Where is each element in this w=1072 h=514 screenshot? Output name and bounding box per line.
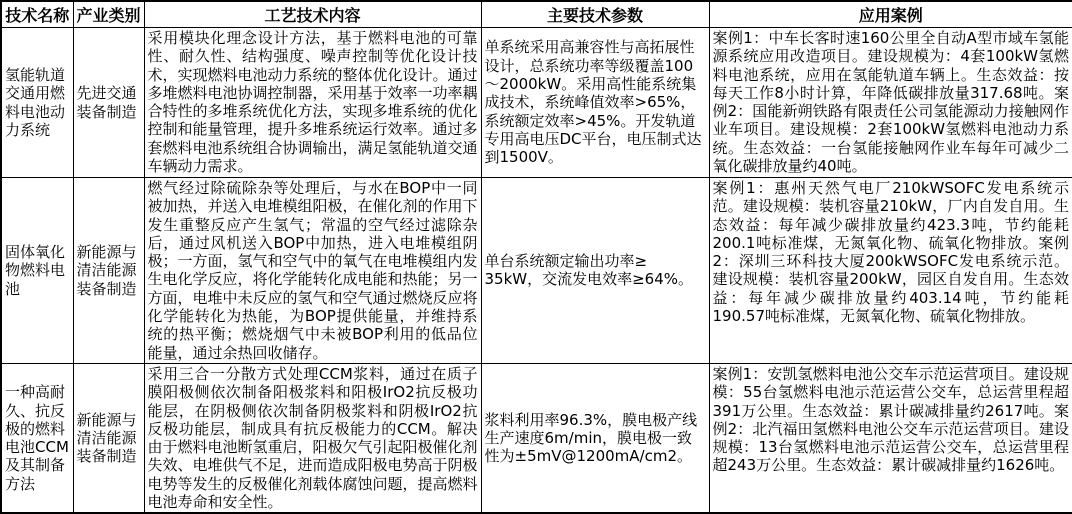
cell-tech-name: 氢能轨道交通用燃料电池动力系统 <box>1 28 73 178</box>
cell-process-content: 采用模块化理念设计方法，基于燃料电池的可靠性、耐久性、结构强度、噪声控制等优化设计技术，实现燃料电池动力系统的整体优化设计。通过多堆燃料电池协调控制器，采用基于效率一功率耦合特性的多堆系统优化方法，实现多堆系统的优化控制和能量管理，提升多堆系统运行效率。通过多套燃料电池系统组合协调输出，满足氢能轨道交通车辆动力需求。 <box>144 28 481 178</box>
header-application-cases: 应用案例 <box>709 1 1072 28</box>
cell-application-cases: 案例1：惠州天然气电厂210kWSOFC发电系统示范。建设规模：装机容量210kW，厂内自发自用。生态效益：每年减少碳排放量约423.3吨，节约能耗200.1吨标准煤，无氮氧化物、硫氧化物排放。案例2：深圳三环科技大厦200kWSOFC发电系统示范。建设规模：装机容量200kW，园区自发自用。生态效益：每年减少碳排放量约403.14吨，节约能耗190.57吨标准煤，无氮氧化物、硫氧化物排放。 <box>709 178 1072 364</box>
cell-main-parameters: 单系统采用高兼容性与高拓展性设计，总系统功率等级覆盖100～2000kW。采用高性能系统集成技术，系统峰值效率>65%，系统额定效率>45%。开发轨道专用高电压DC平台，电压制式达到1500V。 <box>481 28 709 178</box>
header-industry-category: 产业类别 <box>73 1 144 28</box>
cell-main-parameters: 浆料利用率96.3%，膜电极产线生产速度6m/min，膜电极一致性为±5mV@1200mA/cm2。 <box>481 363 709 513</box>
cell-tech-name: 一种高耐久、抗反极的燃料电池CCM及其制备方法 <box>1 363 73 513</box>
header-tech-name: 技术名称 <box>1 1 73 28</box>
cell-tech-name: 固体氧化物燃料电池 <box>1 178 73 364</box>
table-body <box>1 28 1072 514</box>
header-main-parameters: 主要技术参数 <box>481 1 709 28</box>
cell-process-content: 采用三合一分散方式处理CCM浆料，通过在质子膜阳极侧依次制备阳极浆料和阳极IrO2抗反极功能层，在阴极侧依次制备阴极浆料和阴极IrO2抗反极功能层，制成具有抗反极能力的CCM。解决由于燃料电池断氢重启，阳极欠气引起阳极催化剂失效、电堆供气不足，进而造成阳极电势高于阴极电势等发生的反极催化剂载体腐蚀问题，提高燃料电池寿命和安全性。 <box>144 363 481 513</box>
cell-industry-category: 新能源与清洁能源装备制造 <box>73 178 144 364</box>
cell-industry-category: 新能源与清洁能源装备制造 <box>73 363 144 513</box>
table-header <box>1 1 1072 28</box>
cell-main-parameters: 单台系统额定输出功率≥ 35kW，交流发电效率≥64%。 <box>481 178 709 364</box>
table-row-sofc <box>1 178 1072 364</box>
header-process-content: 工艺技术内容 <box>144 1 481 28</box>
header-row <box>1 1 1072 28</box>
cell-application-cases: 案例1：中车长客时速160公里全自动A型市域车氢能源系统应用改造项目。建设规模为：4套100kW氢燃料电池系统，应用在氢能轨道车辆上。生态效益：按每天工作8小时计算，年降低碳排放量317.68吨。案例2：国能新朔铁路有限责任公司氢能源动力接触网作业车项目。建设规模：2套100kW氢燃料电池动力系统。生态效益：一台氢能接触网作业车每年可减少二氧化碳排放量约40吨。 <box>709 28 1072 178</box>
cell-application-cases: 案例1：安凯氢燃料电池公交车示范运营项目。建设规模：55台氢燃料电池示范运营公交车，总运营里程超391万公里。生态效益：累计碳减排量约2617吨。案例2：北汽福田氢燃料电池公交车示范运营项目。建设规模：13台氢燃料电池示范运营公交车，总运营里程超243万公里。生态效益：累计碳减排量约1626吨。 <box>709 363 1072 513</box>
cell-process-content: 燃气经过除硫除杂等处理后，与水在BOP中一同被加热，并送入电堆模组阳极，在催化剂的作用下发生重整反应产生氢气；常温的空气经过滤除杂后，通过风机送入BOP中加热，进入电堆模组阴极；一方面，氢气和空气中的氧气在电堆模组内发生电化学反应，将化学能转化成电能和热能；另一方面，电堆中未反应的氢气和空气通过燃烧反应将化学能转化为热能，为BOP提供能量，并维持系统的热平衡；燃烧烟气中未被BOP利用的低品位能量，通过余热回收储存。 <box>144 178 481 364</box>
table-row-ccm <box>1 363 1072 513</box>
table-row-hydrogen-rail <box>1 28 1072 178</box>
cell-industry-category: 先进交通装备制造 <box>73 28 144 178</box>
